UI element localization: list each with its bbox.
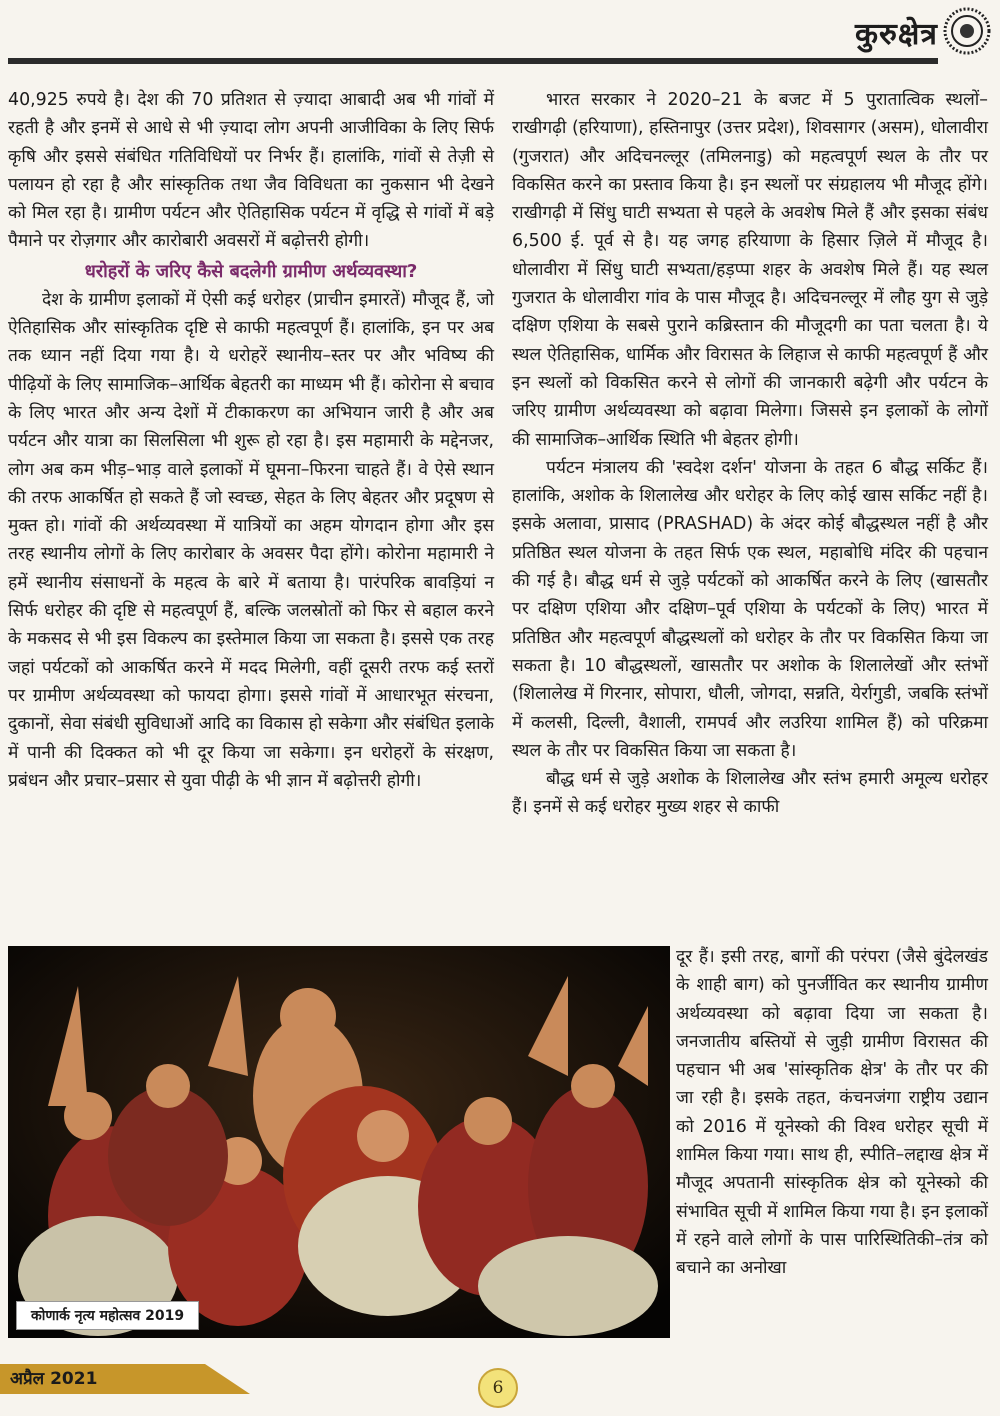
- page-number: 6: [478, 1368, 518, 1408]
- dancers-illustration: [8, 946, 670, 1338]
- photo-caption: कोणार्क नृत्य महोत्सव 2019: [16, 1301, 199, 1330]
- section-subheading: धरोहरों के जरिए कैसे बदलेगी ग्रामीण अर्थव्यवस्था?: [84, 260, 418, 282]
- masthead-rule: [8, 58, 938, 64]
- left-para-1: 40,925 रुपये है। देश की 70 प्रतिशत से ज़्यादा आबादी अब भी गांवों में रहती है और इनमें से आधे से भी ज़्यादा लोग अपनी आजीविका के लिए सिर्फ कृषि और इससे संबंधित गतिविधियों पर निर्भर हैं। हालांकि, गांवों से तेज़ी से पलायन हो रहा है और सांस्कृतिक तथा जैव विविधता का नुकसान भी देखने को मिल रहा है। ग्रामीण पर्यटन और ऐतिहासिक पर्यटन में वृद्धि से गांवों में बड़े पैमाने पर रोज़गार और कारोबारी अवसरों में बढ़ोत्तरी होगी।: [8, 90, 494, 252]
- right-para-1: भारत सरकार ने 2020–21 के बजट में 5 पुरातात्विक स्थलों– राखीगढ़ी (हरियाणा), हस्तिनापुर (उत्तर प्रदेश), शिवसागर (असम), धोलावीरा (गुजरात) और अदिचनल्लूर (तमिलनाडु) को महत्वपूर्ण स्थल के तौर पर विकसित करने का प्रस्ताव किया है। इन स्थलों पर संग्रहालय भी मौजूद होंगे। राखीगढ़ी में सिंधु घाटी सभ्यता से पहले के अवशेष मिले हैं और इसका संबंध 6,500 ई. पूर्व से है। यह जगह हरियाणा के हिसार ज़िले में मौजूद है। धोलावीरा में सिंधु घाटी सभ्यता/हड़प्पा शहर के अवशेष मिले हैं। यह स्थल गुजरात के धोलावीरा गांव के पास मौजूद है। अदिचनल्लूर में लौह युग से जुड़े दक्षिण एशिया के सबसे पुराने कब्रिस्तान की मौजूदगी का पता चलता है। ये स्थल ऐतिहासिक, धार्मिक और विरासत के लिहाज से काफी महत्वपूर्ण हैं और इन स्थलों को विकसित करने से लोगों की जानकारी बढ़ेगी और पर्यटन के जरिए ग्रामीण अर्थव्यवस्था को बढ़ावा मिलेगा। जिससे इन इलाकों के लोगों की सामाजिक–आर्थिक स्थिति भी बेहतर होगी।: [512, 90, 989, 450]
- right-column: [512, 86, 988, 822]
- left-para-2: देश के ग्रामीण इलाकों में ऐसी कई धरोहर (प्राचीन इमारतें) मौजूद हैं, जो ऐतिहासिक और सांस्कृतिक दृष्टि से काफी महत्वपूर्ण हैं। हालांकि, इन पर अब तक ध्यान नहीं दिया गया है। ये धरोहरें स्थानीय–स्तर पर और भविष्य की पीढ़ियों के लिए सामाजिक–आर्थिक बेहतरी का माध्यम भी हैं। कोरोना से बचाव के लिए भारत और अन्य देशों में टीकाकरण का अभियान जारी है और अब पर्यटन और यात्रा का सिलसिला भी शुरू हो रहा है। इस महामारी के मद्देनजर, लोग अब कम भीड़–भाड़ वाले इलाकों में घूमना–फिरना चाहते हैं। वे ऐसे स्थान की तरफ आकर्षित हो सकते हैं जो स्वच्छ, सेहत के लिए बेहतर और प्रदूषण से मुक्त हो। गांवों की अर्थव्यवस्था में यात्रियों का अहम योगदान होगा और इस तरह स्थानीय लोगों के लिए कारोबार के अवसर पैदा होंगे। कोरोना महामारी ने हमें स्थानीय संसाधनों के महत्व के बारे में बताया है। पारंपरिक बावड़ियां न सिर्फ धरोहर की दृष्टि से महत्वपूर्ण हैं, बल्कि जलस्रोतों को फिर से बहाल करने के मकसद से भी इस विकल्प का इस्तेमाल किया जा सकता है। इससे एक तरह जहां पर्यटकों को आकर्षित करने में मदद मिलेगी, वहीं दूसरी तरफ कई स्तरों पर ग्रामीण अर्थव्यवस्था को फायदा होगा। इससे गांवों में आधारभूत संरचना, दुकानों, सेवा संबंधी सुविधाओं आदि का विकास हो सकेगा और संबंधित इलाके में पानी की दिक्कत को भी दूर किया जा सकेगा। इन धरोहरों के संरक्षण, प्रबंधन और प्रचार–प्रसार से युवा पीढ़ी के भी ज्ञान में बढ़ोत्तरी होगी।: [8, 289, 494, 791]
- left-column: [8, 86, 494, 795]
- masthead: [0, 0, 1000, 66]
- emblem-icon: [942, 6, 992, 56]
- right-para-2: पर्यटन मंत्रालय की 'स्वदेश दर्शन' योजना के तहत 6 बौद्ध सर्किट हैं। हालांकि, अशोक के शिलालेख और धरोहर के लिए कोई खास सर्किट नहीं है। इसके अलावा, प्रासाद (PRASHAD) के अंदर कोई बौद्धस्थल नहीं है और प्रतिष्ठित स्थल योजना के तहत सिर्फ एक स्थल, महाबोधि मंदिर की पहचान की गई है। बौद्ध धर्म से जुड़े पर्यटकों को आकर्षित करने के लिए (खासतौर पर दक्षिण एशिया और दक्षिण–पूर्व एशिया के पर्यटकों के लिए) भारत में प्रतिष्ठित और महत्वपूर्ण बौद्धस्थलों को धरोहर के तौर पर विकसित किया जा सकता है। 10 बौद्धस्थलों, खासतौर पर अशोक के शिलालेखों और स्तंभों (शिलालेख में गिरनार, सोपारा, धौली, जोगदा, सन्नति, येर्रागुडी, जबकि स्तंभों में कलसी, दिल्ली, वैशाली, रामपर्व और लउरिया शामिल हैं) को परिक्रमा स्थल के तौर पर विकसित किया जा सकता है।: [512, 457, 988, 761]
- right-para-3-start: बौद्ध धर्म से जुड़े अशोक के शिलालेख और स्तंभ हमारी अमूल्य धरोहर हैं। इनमें से कई धरोहर मुख्य शहर से काफी: [512, 769, 988, 818]
- right-para-3-rest: दूर हैं। इसी तरह, बागों की परंपरा (जैसे बुंदेलखंड के शाही बाग) को पुनर्जीवित कर स्थानीय ग्रामीण अर्थव्यवस्था को बढ़ावा दिया जा सकता है। जनजातीय बस्तियों से जुड़ी ग्रामीण विरासत की पहचान भी अब 'सांस्कृतिक क्षेत्र' के तौर पर की जा रही है। इसके तहत, कंचनजंगा राष्ट्रीय उद्यान को 2016 में यूनेस्को की विश्व धरोहर सूची में शामिल किया गया। साथ ही, स्पीति–लद्दाख क्षेत्र में मौजूद अपतानी सांस्कृतिक क्षेत्र को यूनेस्को की संभावित सूची में शामिल किया गया है। इन इलाकों में रहने वाले लोगों के पास पारिस्थितिकी–तंत्र को बचाने का अनोखा: [676, 947, 988, 1279]
- issue-date: अप्रैल 2021: [10, 1369, 98, 1389]
- right-column-continued: [676, 943, 988, 1283]
- magazine-title: कुरुक्षेत्र: [854, 17, 938, 52]
- dance-festival-photo: [8, 946, 670, 1338]
